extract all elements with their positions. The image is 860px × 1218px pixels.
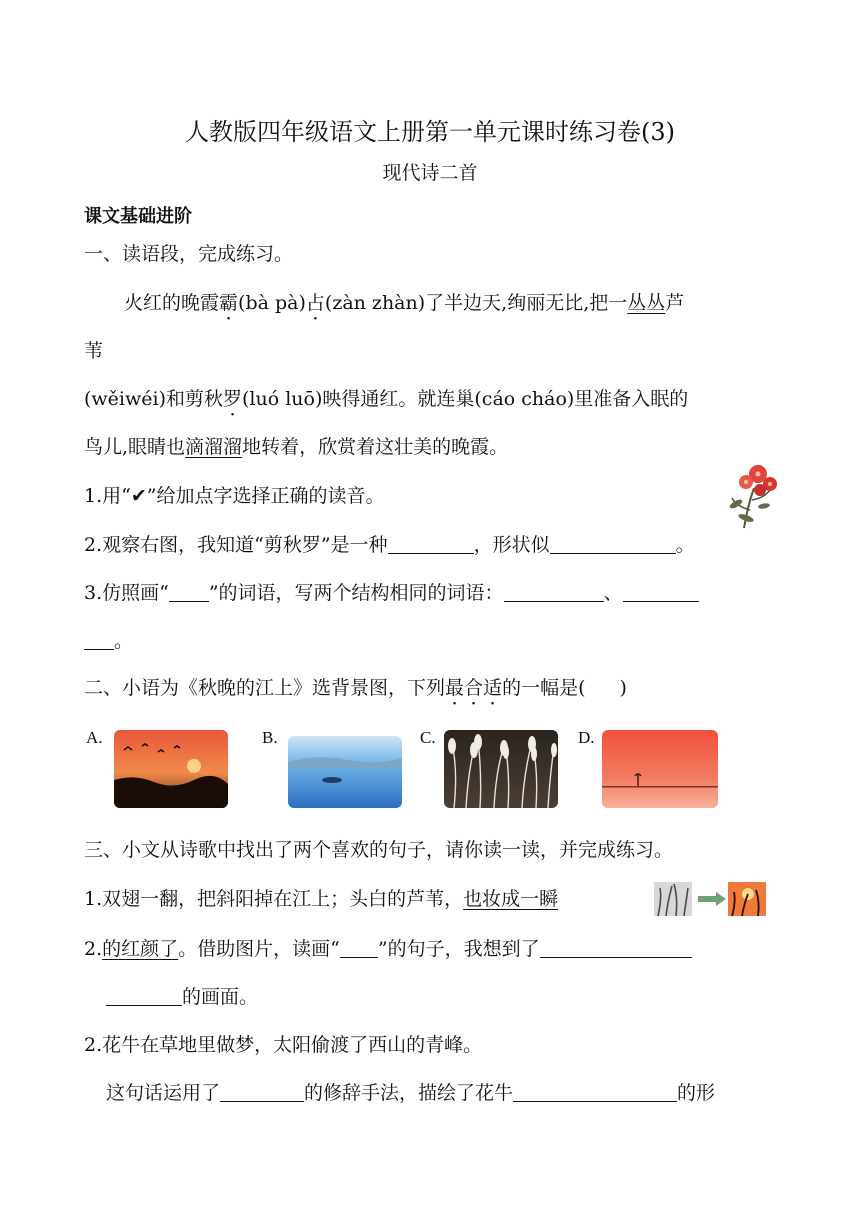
q2-heading: 二、小语为《秋晚的江上》选背景图，下列最合适的一幅是( )	[84, 677, 627, 699]
option-a-picture[interactable]	[114, 730, 228, 808]
underlined-word: 滴溜溜	[185, 436, 243, 458]
red-sunset-image	[602, 730, 718, 808]
reeds-image	[444, 730, 558, 808]
q3-sentence-2-question: 这句话运用了 的修辞手法，描绘了花牛 的形	[106, 1082, 716, 1104]
underline-sample	[169, 581, 209, 602]
option-label-b: B.	[262, 728, 278, 747]
page-title: 人教版四年级语文上册第一单元课时练习卷(3)	[185, 118, 675, 146]
q1-item-1: 1.用“✔”给加点字选择正确的读音。	[84, 485, 385, 507]
option-c-picture[interactable]	[444, 730, 558, 808]
q3-sentence-1-cont: 2.的红颜了。借助图片，读画“ ”的句子，我想到了	[84, 936, 692, 962]
page-subtitle: 现代诗二首	[382, 162, 478, 184]
q1-passage-line-3: (wěiwéi)和剪秋罗(luó luō)映得通红。就连巢(cáo cháo)里准备入眠的	[84, 388, 689, 410]
option-b-picture[interactable]	[288, 736, 402, 808]
underline-sample	[340, 937, 378, 958]
q1-item-2: 2.观察右图，我知道“剪秋罗”是一种 ，形状似 。	[84, 534, 695, 556]
option-label-d: D.	[578, 728, 595, 747]
dotted-char: 最	[445, 677, 465, 699]
reed-to-sunset-pictures	[654, 880, 766, 918]
q1-heading: 一、读语段，完成练习。	[84, 243, 294, 265]
sunset-geese-image	[114, 730, 228, 808]
section-heading: 课文基础进阶	[84, 206, 192, 227]
dotted-char: 合	[464, 677, 484, 699]
answer-blank[interactable]	[540, 937, 692, 958]
underlined-sentence: 的红颜了	[102, 938, 179, 960]
dotted-char: 占	[305, 292, 325, 314]
answer-blank[interactable]	[84, 629, 114, 650]
option-label-c: C.	[420, 728, 436, 747]
answer-blank[interactable]	[220, 1081, 304, 1102]
option-d-picture[interactable]	[602, 730, 718, 808]
jianqiuluo-flower-picture	[724, 460, 780, 530]
q1-passage-line-4: 鸟儿,眼睛也滴溜溜地转着，欣赏着这壮美的晚霞。	[84, 436, 509, 458]
q3-heading: 三、小文从诗歌中找出了两个喜欢的句子，请你读一读，并完成练习。	[84, 839, 674, 861]
answer-blank[interactable]	[550, 533, 676, 554]
answer-blank[interactable]	[504, 581, 604, 602]
q1-passage-line-2: 苇	[84, 340, 104, 362]
option-label-a: A.	[86, 728, 103, 747]
q1-passage-line-1: 火红的晚霞霸(bà pà)占(zàn zhàn)了半边天,绚丽无比,把一丛丛芦	[124, 292, 685, 314]
dotted-char: 罗	[223, 388, 243, 410]
underlined-word: 丛丛	[627, 292, 666, 314]
answer-blank[interactable]	[513, 1081, 677, 1102]
q1-item-3-cont: 。	[84, 628, 133, 654]
dotted-char: 霸	[219, 292, 239, 314]
q1-item-3: 3.仿照画“ ”的词语，写两个结构相同的词语： 、	[84, 580, 699, 606]
blue-lake-image	[288, 736, 402, 808]
answer-blank[interactable]	[106, 985, 182, 1006]
q3-sentence-1: 1.双翅一翻，把斜阳掉在江上；头白的芦苇，也妆成一瞬	[84, 888, 559, 910]
answer-blank[interactable]	[623, 581, 699, 602]
underlined-sentence: 也妆成一瞬	[463, 888, 559, 910]
q3-sentence-1-tail: 的画面。	[106, 984, 258, 1010]
answer-blank[interactable]	[388, 533, 474, 554]
q3-sentence-2: 2.花牛在草地里做梦，太阳偷渡了西山的青峰。	[84, 1034, 483, 1056]
dotted-char: 适	[483, 677, 503, 699]
